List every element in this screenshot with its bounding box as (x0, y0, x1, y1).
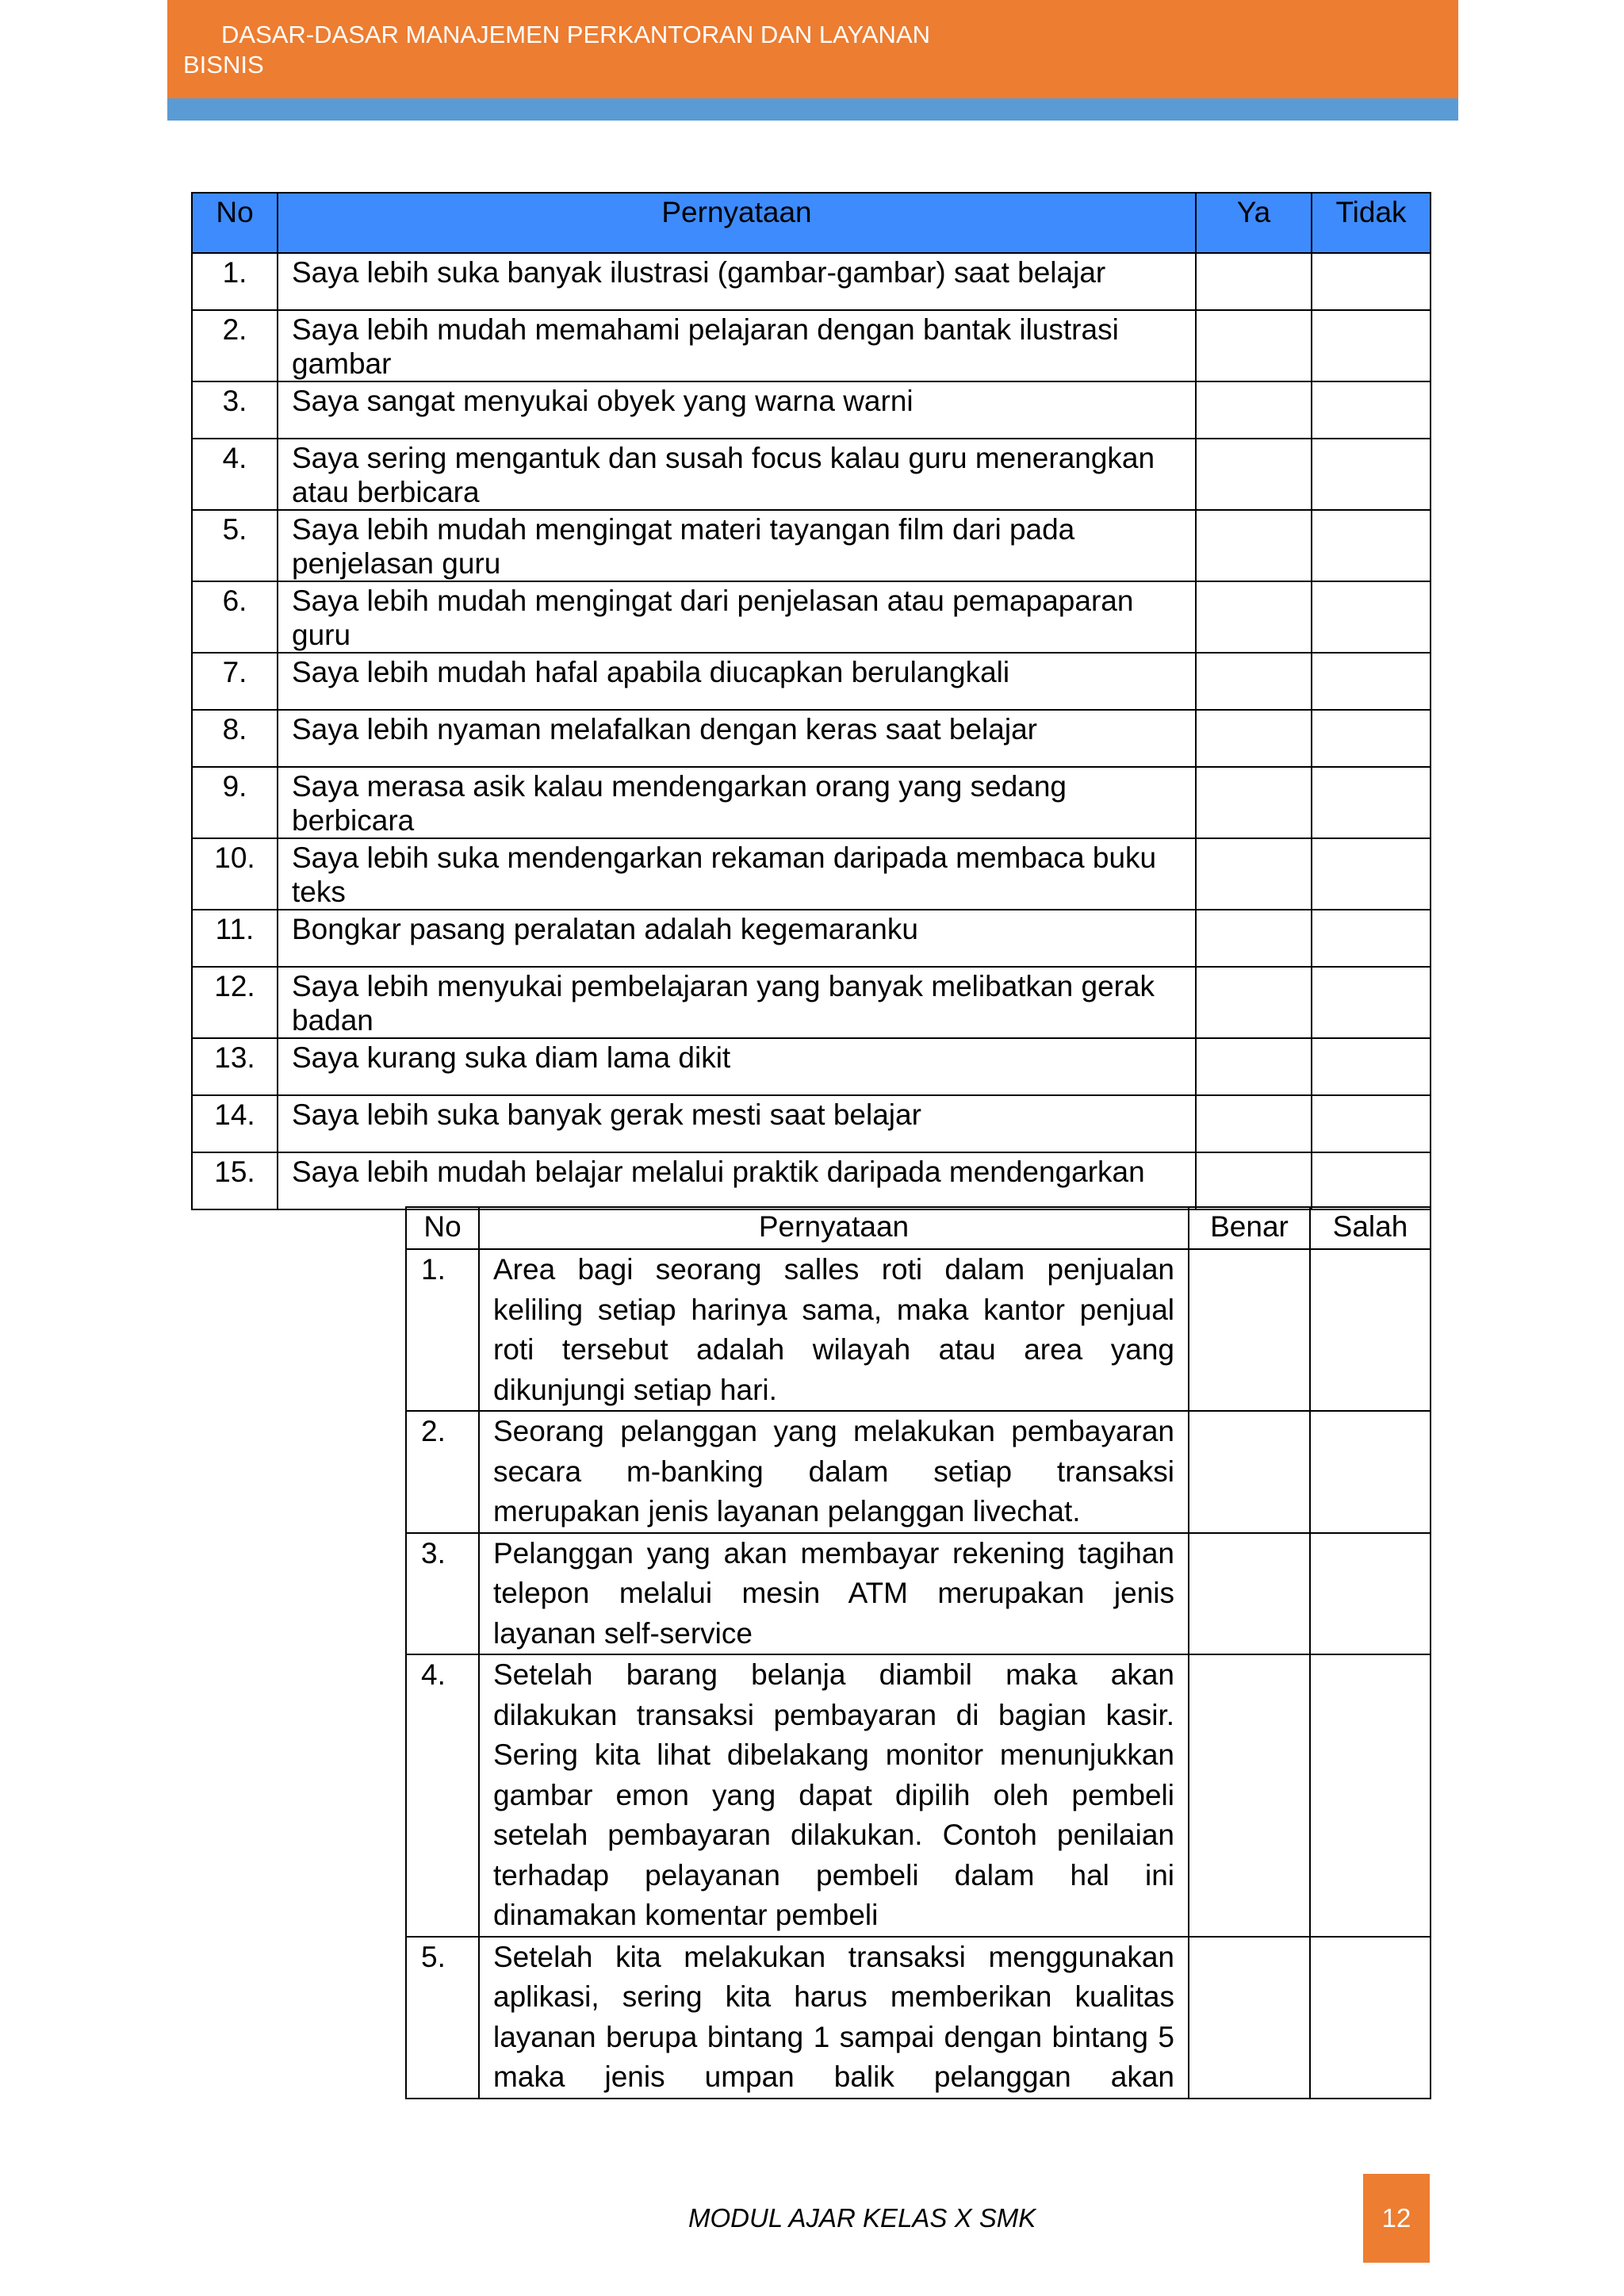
page-number-badge: 12 (1363, 2174, 1430, 2263)
header-title-line2: BISNIS (183, 51, 264, 79)
column-header-yes: Ya (1196, 193, 1312, 253)
answer-false-cell[interactable] (1310, 1937, 1431, 2099)
statement-cell (278, 967, 1196, 1038)
statement-line: berbicara (292, 804, 415, 837)
row-number: 3. (406, 1533, 479, 1655)
statement-line: Saya lebih suka banyak gerak mesti saat belajar (292, 1098, 921, 1131)
answer-yes-cell[interactable] (1196, 510, 1312, 581)
statement-cell (278, 381, 1196, 439)
table-row (192, 1038, 1431, 1095)
answer-yes-cell[interactable] (1196, 253, 1312, 310)
statement-line: badan (292, 1004, 373, 1037)
table-row (192, 510, 1431, 581)
table-row (192, 310, 1431, 381)
statement-cell (278, 439, 1196, 510)
answer-no-cell[interactable] (1312, 767, 1431, 838)
answer-false-cell[interactable] (1310, 1654, 1431, 1937)
table-row (192, 1152, 1431, 1209)
statement-cell: Setelah barang belanja diambil maka akan dilakukan transaksi pembayaran di bagian kasir. Sering kita lihat dibelakang monitor menunjukkan gambar emon yang dapat dipilih oleh pembeli setelah pembayaran dilakukan. Contoh penilaian terhadap pelayanan pembeli dalam hal ini dinamakan komentar pembeli (479, 1654, 1189, 1937)
answer-yes-cell[interactable] (1196, 1038, 1312, 1095)
answer-no-cell[interactable] (1312, 967, 1431, 1038)
answer-no-cell[interactable] (1312, 581, 1431, 653)
statement-line: Saya lebih nyaman melafalkan dengan keras saat belajar (292, 713, 1037, 746)
answer-false-cell[interactable] (1310, 1533, 1431, 1655)
answer-yes-cell[interactable] (1196, 381, 1312, 439)
row-number: 7. (192, 653, 278, 710)
statement-line: Bongkar pasang peralatan adalah kegemaranku (292, 913, 918, 945)
row-number: 4. (192, 439, 278, 510)
answer-yes-cell[interactable] (1196, 1095, 1312, 1152)
answer-no-cell[interactable] (1312, 1038, 1431, 1095)
header-stripe (167, 98, 1458, 121)
column-header-false: Salah (1310, 1207, 1431, 1249)
statement-cell: Seorang pelanggan yang melakukan pembayaran secara m-banking dalam setiap transaksi merupakan jenis layanan pelanggan livechat. (479, 1411, 1189, 1533)
answer-no-cell[interactable] (1312, 653, 1431, 710)
answer-yes-cell[interactable] (1196, 767, 1312, 838)
table-row (406, 1937, 1431, 2099)
table-row (406, 1411, 1431, 1533)
statement-cell (278, 581, 1196, 653)
table-row (192, 439, 1431, 510)
table-row (192, 253, 1431, 310)
header-band (167, 0, 1458, 98)
table-row (192, 767, 1431, 838)
statement-line: teks (292, 876, 346, 908)
header-title-line1: DASAR-DASAR MANAJEMEN PERKANTORAN DAN LAYANAN (221, 21, 931, 48)
row-number: 15. (192, 1152, 278, 1209)
column-header-no: No (406, 1207, 479, 1249)
statement-line: Saya lebih mudah belajar melalui praktik daripada mendengarkan (292, 1156, 1145, 1188)
answer-true-cell[interactable] (1189, 1654, 1310, 1937)
table-row (192, 838, 1431, 910)
column-header-statement: Pernyataan (479, 1207, 1189, 1249)
column-header-no-answer: Tidak (1312, 193, 1431, 253)
statement-cell (278, 710, 1196, 767)
answer-yes-cell[interactable] (1196, 967, 1312, 1038)
answer-no-cell[interactable] (1312, 710, 1431, 767)
statement-cell: Area bagi seorang salles roti dalam penjualan keliling setiap harinya sama, maka kantor penjual roti tersebut adalah wilayah atau area yang dikunjungi setiap hari. (479, 1249, 1189, 1411)
answer-false-cell[interactable] (1310, 1411, 1431, 1533)
statement-cell (278, 510, 1196, 581)
answer-true-cell[interactable] (1189, 1937, 1310, 2099)
statement-cell (278, 838, 1196, 910)
statement-line: Saya sangat menyukai obyek yang warna warni (292, 385, 914, 417)
statement-cell (278, 310, 1196, 381)
statement-line: Saya lebih suka mendengarkan rekaman daripada membaca buku (292, 841, 1157, 874)
statement-line: Saya sering mengantuk dan susah focus kalau guru menerangkan (292, 442, 1155, 474)
answer-true-cell[interactable] (1189, 1411, 1310, 1533)
statement-line: Saya lebih menyukai pembelajaran yang banyak melibatkan gerak (292, 970, 1155, 1002)
answer-true-cell[interactable] (1189, 1249, 1310, 1411)
table-row (406, 1654, 1431, 1937)
column-header-no: No (192, 193, 278, 253)
answer-yes-cell[interactable] (1196, 310, 1312, 381)
answer-true-cell[interactable] (1189, 1533, 1310, 1655)
statement-line: Saya lebih mudah mengingat dari penjelasan atau pemapaparan (292, 585, 1134, 617)
row-number: 2. (192, 310, 278, 381)
row-number: 2. (406, 1411, 479, 1533)
table-row (192, 1095, 1431, 1152)
statement-line: Saya lebih mudah hafal apabila diucapkan berulangkali (292, 656, 1010, 688)
answer-no-cell[interactable] (1312, 910, 1431, 967)
answer-no-cell[interactable] (1312, 1152, 1431, 1209)
answer-yes-cell[interactable] (1196, 439, 1312, 510)
statement-cell (278, 253, 1196, 310)
answer-no-cell[interactable] (1312, 310, 1431, 381)
row-number: 3. (192, 381, 278, 439)
statement-cell (278, 1038, 1196, 1095)
answer-yes-cell[interactable] (1196, 910, 1312, 967)
footer-module-title: MODUL AJAR KELAS X SMK (688, 2203, 1036, 2233)
statement-cell (278, 767, 1196, 838)
row-number: 5. (192, 510, 278, 581)
statement-cell: Setelah kita melakukan transaksi menggunakan aplikasi, sering kita harus memberikan kualitas layanan berupa bintang 1 sampai dengan bintang 5 maka jenis umpan balik pelanggan akan (479, 1937, 1189, 2099)
row-number: 11. (192, 910, 278, 967)
answer-no-cell[interactable] (1312, 253, 1431, 310)
row-number: 1. (406, 1249, 479, 1411)
row-number: 8. (192, 710, 278, 767)
table-row (192, 710, 1431, 767)
row-number: 10. (192, 838, 278, 910)
table-row (406, 1249, 1431, 1411)
statement-line: gambar (292, 347, 392, 380)
column-header-true: Benar (1189, 1207, 1310, 1249)
true-false-quiz-table (405, 1206, 1431, 2099)
statement-cell (278, 910, 1196, 967)
statement-line: penjelasan guru (292, 547, 501, 580)
statement-line: atau berbicara (292, 476, 480, 508)
row-number: 5. (406, 1937, 479, 2099)
row-number: 13. (192, 1038, 278, 1095)
statement-cell (278, 1095, 1196, 1152)
learning-style-questionnaire-table (191, 192, 1431, 1210)
table-row (192, 653, 1431, 710)
answer-yes-cell[interactable] (1196, 653, 1312, 710)
table-row (192, 381, 1431, 439)
answer-no-cell[interactable] (1312, 838, 1431, 910)
row-number: 4. (406, 1654, 479, 1937)
statement-line: Saya lebih mudah mengingat materi tayangan film dari pada (292, 513, 1075, 546)
row-number: 14. (192, 1095, 278, 1152)
answer-yes-cell[interactable] (1196, 581, 1312, 653)
table-row (406, 1533, 1431, 1655)
statement-line: Saya merasa asik kalau mendengarkan orang yang sedang (292, 770, 1067, 803)
statement-line: Saya kurang suka diam lama dikit (292, 1041, 731, 1074)
row-number: 6. (192, 581, 278, 653)
statement-cell: Pelanggan yang akan membayar rekening tagihan telepon melalui mesin ATM merupakan jenis layanan self-service (479, 1533, 1189, 1655)
answer-yes-cell[interactable] (1196, 710, 1312, 767)
answer-yes-cell[interactable] (1196, 838, 1312, 910)
answer-yes-cell[interactable] (1196, 1152, 1312, 1209)
answer-no-cell[interactable] (1312, 510, 1431, 581)
table-row (192, 581, 1431, 653)
row-number: 9. (192, 767, 278, 838)
answer-no-cell[interactable] (1312, 1095, 1431, 1152)
statement-cell (278, 653, 1196, 710)
table-row (192, 967, 1431, 1038)
statement-line: guru (292, 619, 351, 651)
statement-line: Saya lebih mudah memahami pelajaran dengan bantak ilustrasi (292, 313, 1119, 346)
statement-line: Saya lebih suka banyak ilustrasi (gambar-gambar) saat belajar (292, 256, 1106, 289)
row-number: 1. (192, 253, 278, 310)
statement-cell (278, 1152, 1196, 1209)
table-row (192, 910, 1431, 967)
column-header-statement: Pernyataan (278, 193, 1196, 253)
answer-no-cell[interactable] (1312, 439, 1431, 510)
answer-false-cell[interactable] (1310, 1249, 1431, 1411)
row-number: 12. (192, 967, 278, 1038)
answer-no-cell[interactable] (1312, 381, 1431, 439)
